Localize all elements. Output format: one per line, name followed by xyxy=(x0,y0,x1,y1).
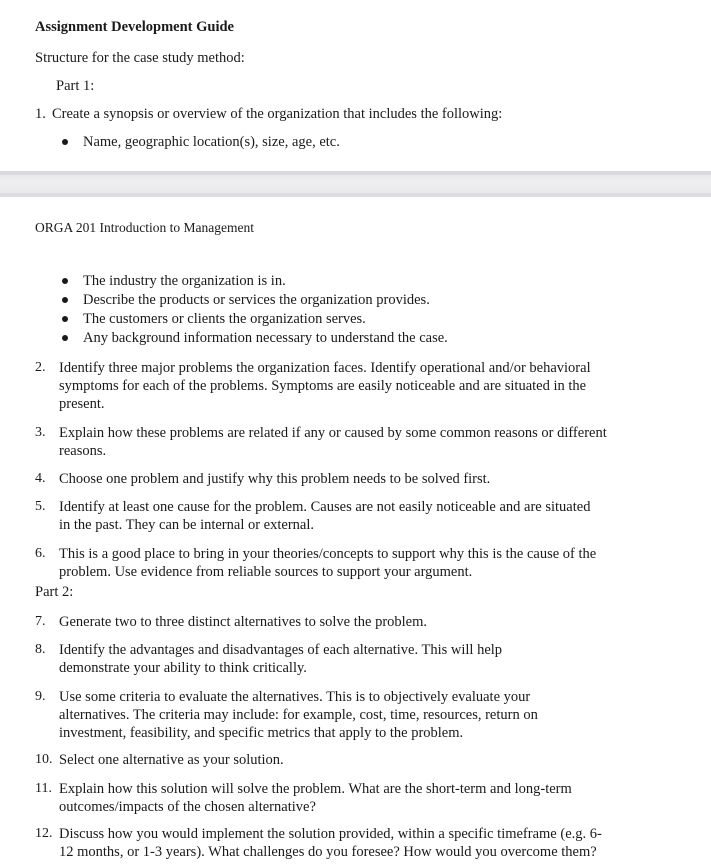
item-9-number: 9. xyxy=(35,689,46,704)
bullet-1-text: Name, geographic location(s), size, age, etc. xyxy=(83,134,340,150)
item-9-text xyxy=(59,688,538,743)
bullet-3-text: Describe the products or services the organization provides. xyxy=(83,292,430,308)
item-11-line-1: Explain how this solution will solve the problem. What are the short-term and long-term xyxy=(59,781,572,797)
item-12-line-2: 12 months, or 1-3 years). What challenges do you foresee? How would you overcome them? xyxy=(59,844,597,861)
item-3-number: 3. xyxy=(35,425,46,440)
item-12-text xyxy=(59,825,602,861)
bullet-5-text: Any background information necessary to understand the case. xyxy=(83,330,448,346)
item-12-line-1: Discuss how you would implement the solution provided, within a specific timeframe (e.g. 6- xyxy=(59,826,602,842)
item-9-line-1: Use some criteria to evaluate the alternatives. This is to objectively evaluate your xyxy=(59,689,531,705)
item-7-number: 7. xyxy=(35,614,46,629)
item-2-line-3: present. xyxy=(59,396,105,413)
item-8-line-1: Identify the advantages and disadvantages of each alternative. This will help xyxy=(59,642,503,658)
item-2-line-2: symptoms for each of the problems. Symptoms are easily noticeable and are situated in the xyxy=(59,378,587,395)
item-2-text xyxy=(59,359,591,414)
part1-heading: Part 1: xyxy=(56,78,95,94)
bullet-icon xyxy=(62,278,68,284)
bullet-4-text: The customers or clients the organization serves. xyxy=(83,311,366,327)
item-8-line-2: demonstrate your ability to think critically. xyxy=(59,660,307,677)
item-3-line-1: Explain how these problems are related if any or caused by some common reasons or different xyxy=(59,425,607,441)
item-2-line-1: Identify three major problems the organization faces. Identify operational and/or behavioral xyxy=(59,360,591,376)
item-10-text xyxy=(59,751,284,769)
item-4-text xyxy=(59,470,490,488)
bullet-icon xyxy=(62,139,68,145)
item-11-text xyxy=(59,780,572,816)
item-6-line-1: This is a good place to bring in your theories/concepts to support why this is the cause of the xyxy=(59,546,597,562)
item-2-number: 2. xyxy=(35,360,46,375)
item-9-line-3: investment, feasibility, and specific metrics that apply to the problem. xyxy=(59,725,464,742)
bullet-icon xyxy=(62,297,68,303)
bullet-icon xyxy=(62,316,68,322)
item-4-number: 4. xyxy=(35,471,46,486)
item-1-text: Create a synopsis or overview of the organization that includes the following: xyxy=(52,106,503,122)
course-header: ORGA 201 Introduction to Management xyxy=(35,220,254,235)
item-10-line-1: Select one alternative as your solution. xyxy=(59,752,284,768)
bullet-icon xyxy=(62,335,68,341)
bullet-2-text: The industry the organization is in. xyxy=(83,273,286,289)
structure-heading: Structure for the case study method: xyxy=(35,50,245,66)
item-8-text xyxy=(59,641,502,677)
item-11-line-2: outcomes/impacts of the chosen alternative? xyxy=(59,799,316,816)
item-9-line-2: alternatives. The criteria may include: for example, cost, time, resources, return on xyxy=(59,707,538,724)
item-1-number: 1. xyxy=(35,106,46,122)
item-7-text xyxy=(59,613,427,631)
item-3-text xyxy=(59,424,607,460)
item-3-line-2: reasons. xyxy=(59,443,107,460)
item-4-line-1: Choose one problem and justify why this problem needs to be solved first. xyxy=(59,471,491,487)
item-6-text xyxy=(59,545,596,581)
item-5-number: 5. xyxy=(35,499,46,514)
item-11-number: 11. xyxy=(35,781,52,796)
item-10-number: 10. xyxy=(35,752,53,767)
page-separator xyxy=(0,171,711,197)
document-title: Assignment Development Guide xyxy=(35,19,234,35)
item-12-number: 12. xyxy=(35,826,53,841)
item-6-line-2: problem. Use evidence from reliable sources to support your argument. xyxy=(59,564,473,581)
item-5-text xyxy=(59,498,590,534)
part2-heading: Part 2: xyxy=(35,584,74,600)
item-5-line-1: Identify at least one cause for the problem. Causes are not easily noticeable and are situated xyxy=(59,499,591,515)
item-7-line-1: Generate two to three distinct alternatives to solve the problem. xyxy=(59,614,428,630)
item-5-line-2: in the past. They can be internal or external. xyxy=(59,517,314,534)
item-8-number: 8. xyxy=(35,642,46,657)
item-6-number: 6. xyxy=(35,546,46,561)
